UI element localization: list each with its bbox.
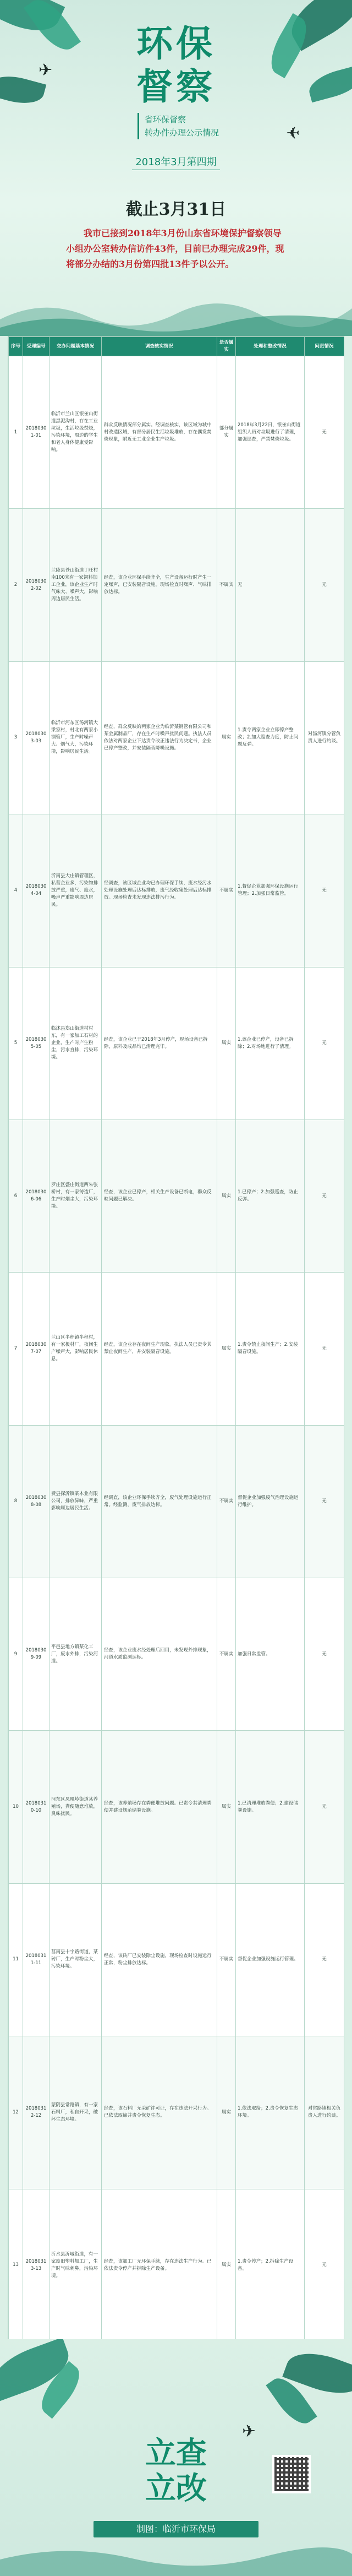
table-cell-finding: 群众反映情况部分属实。经调查核实，该区域为城中村改造区域，有部分居民生活垃圾堆放，存在偶发焚烧现象，附近无工业企业生产垃圾。 [102, 356, 217, 509]
table-cell-finding: 经查，该企业已于2018年3月停产，现场设备已拆除，原料及成品均已清理完毕。 [102, 967, 217, 1119]
table-cell-no: 9 [9, 1578, 23, 1731]
table-cell-accountability: 无 [305, 1425, 344, 1578]
table-cell-true: 不属实 [217, 814, 236, 967]
header [0, 0, 352, 336]
table-cell-issue: 临沂市河东区汤河镇大梁家村，村北有两家小钢管厂，生产时噪声大、烟气大，污染环境，影响居民生活。 [50, 661, 102, 814]
table-cell-action: 无 [236, 509, 305, 661]
table-row [9, 1425, 344, 1578]
table-row [9, 1273, 344, 1425]
table-cell-finding: 经查，该砖厂已安装除尘设施，现场检查时设施运行正常，粉尘排放达标。 [102, 1883, 217, 2036]
table-cell-finding: 经查，该企业已停产，相关生产设备已断电，群众反映问题已解决。 [102, 1119, 217, 1272]
table-cell-issue: 莒南县十字路街道，某砖厂，生产时粉尘大，污染环境。 [50, 1883, 102, 2036]
table-cell-finding: 经查，该企业废水经处理后回用，未发现外排现象，河道水质监测达标。 [102, 1578, 217, 1731]
table-cell-action: 1.已清理堆放粪便；2.建设储粪设施。 [236, 1731, 305, 1883]
table-cell-accountability: 无 [305, 814, 344, 967]
table-cell-action: 1.该企业已停产，设备已拆除；2.对场地进行了清理。 [236, 967, 305, 1119]
table-cell-finding: 经查，该养殖场存在粪便堆放问题。已责令其清理粪便并建设规范储粪设施。 [102, 1731, 217, 1883]
table-cell-issue: 沂南县大庄镇管理区，私营企业多，污染物排放严重，废气、废水，噪声严重影响周边居民。 [50, 814, 102, 967]
summary-text: 我市已接到2018年3月份山东省环境保护督察领导小组办公室转办信访件43件，目前已办理完成29件，现将部分办结的3月份第四批13件予以公开。 [66, 228, 284, 269]
table-cell-id: 20180305-05 [23, 967, 50, 1119]
table-cell-id: 20180308-08 [23, 1425, 50, 1578]
table-cell-true: 属实 [217, 967, 236, 1119]
swallow-icon: ✈ [286, 124, 300, 143]
table-cell-action: 1.督促企业加强环保设施运行管理；2.加强日常监管。 [236, 814, 305, 967]
table-cell-issue: 沂水县沂城街道，有一家废旧塑料加工厂，生产时气味刺鼻，污染环境。 [50, 2189, 102, 2341]
table-cell-true: 属实 [217, 2036, 236, 2189]
table-cell-issue: 蒙阴县常路镇，有一家石料厂，私自开采，破坏生态环境。 [50, 2036, 102, 2189]
table-cell-action: 督促企业加强设施运行管理。 [236, 1883, 305, 2036]
table-cell-no: 7 [9, 1273, 23, 1425]
table-cell-accountability: 无 [305, 967, 344, 1119]
table-cell-true: 不属实 [217, 1425, 236, 1578]
table-cell-issue: 罗庄区盛庄街道西朱张桥村，有一家铸造厂，生产时烟尘大，污染环境。 [50, 1119, 102, 1272]
table-cell-id: 20180303-03 [23, 661, 50, 814]
table-row [9, 2189, 344, 2341]
table-cell-id: 20180311-11 [23, 1883, 50, 2036]
table-cell-id: 20180301-01 [23, 356, 50, 509]
table-cell-action: 1.已停产；2.加强巡查，防止反弹。 [236, 1119, 305, 1272]
column-header: 处理和整改情况 [236, 337, 305, 356]
table-cell-id: 20180306-06 [23, 1119, 50, 1272]
table-cell-no: 11 [9, 1883, 23, 2036]
column-header: 受理编号 [23, 337, 50, 356]
table-cell-accountability: 对常路镇相关负责人进行约谈。 [305, 2036, 344, 2189]
swallow-icon: ✈ [38, 61, 53, 80]
table-cell-true: 属实 [217, 1273, 236, 1425]
table-cell-finding: 经查，该企业存在夜间生产现象。执法人员已责令其禁止夜间生产，并安装隔音设施。 [102, 1273, 217, 1425]
table-cell-finding: 经查，群众反映的两家企业为临沂某钢管有限公司和某金属制品厂，存在生产时噪声扰民问题。执法人员依法对两家企业下达责令改正违法行为决定书，企业已停产整改，并安装隔音降噪设施。 [102, 661, 217, 814]
table-cell-true: 属实 [217, 2189, 236, 2341]
table-cell-accountability: 对汤河镇分管负责人进行约谈。 [305, 661, 344, 814]
table-cell-id: 20180309-09 [23, 1578, 50, 1731]
table-cell-no: 8 [9, 1425, 23, 1578]
table-cell-finding: 经查，该加工厂无环保手续，存在违法生产行为。已依法责令停产并拆除生产设备。 [102, 2189, 217, 2341]
subtitle: 省环保督察 转办件办理公示情况 [138, 113, 220, 139]
table-cell-true: 不属实 [217, 1883, 236, 2036]
table-row [9, 661, 344, 814]
column-header: 问责情况 [305, 337, 344, 356]
hills-decoration [0, 2537, 352, 2576]
table-cell-action: 1.责令禁止夜间生产；2.安装隔音设施。 [236, 1273, 305, 1425]
table-cell-issue: 平邑县地方镇某化工厂，废水外排，污染河道。 [50, 1578, 102, 1731]
table-cell-issue: 兰陵县苍山街道丁旺村南100米有一家饲料加工企业，该企业生产时气味大、噪声大，影响周边居民生活。 [50, 509, 102, 661]
table-cell-action: 加强日常监管。 [236, 1578, 305, 1731]
table-cell-action: 督促企业加强废气治理设施运行维护。 [236, 1425, 305, 1578]
table-cell-issue: 兰山区半程镇半程村，有一家板材厂，夜间生产噪声大，影响居民休息。 [50, 1273, 102, 1425]
table-cell-finding: 经调查，该企业环保手续齐全，废气处理设施运行正常。经监测，废气排放达标。 [102, 1425, 217, 1578]
table-row [9, 2036, 344, 2189]
table-cell-true: 不属实 [217, 1578, 236, 1731]
table-cell-finding: 经查，该石料厂无采矿许可证，存在违法开采行为。已依法取缔并责令恢复生态。 [102, 2036, 217, 2189]
page-title: 环保 督察 [136, 22, 216, 108]
column-header: 是否属实 [217, 337, 236, 356]
table-cell-accountability: 无 [305, 1578, 344, 1731]
table-cell-no: 6 [9, 1119, 23, 1272]
table-cell-true: 部分属实 [217, 356, 236, 509]
table-cell-id: 20180307-07 [23, 1273, 50, 1425]
table-cell-action: 2018年3月22日，银雀山街道组织人员对垃圾进行了清理，加强巡查，严禁焚烧垃圾。 [236, 356, 305, 509]
table-cell-id: 20180312-12 [23, 2036, 50, 2189]
table-cell-accountability: 无 [305, 1883, 344, 2036]
hills-decoration [0, 286, 352, 336]
table-header [9, 337, 344, 356]
table-row [9, 967, 344, 1119]
table-cell-issue: 河东区凤凰岭街道某养殖场，粪便随意堆放，臭味扰民。 [50, 1731, 102, 1883]
table-cell-accountability: 无 [305, 509, 344, 661]
table-cell-finding: 经调查，该区域企业均已办理环保手续，废水经污水处理设施处理后达标排放，废气经收集处理后达标排放。现场检查未发现违法排污行为。 [102, 814, 217, 967]
table-cell-true: 属实 [217, 1731, 236, 1883]
table-cell-issue: 费县探沂镇某木业有限公司，排放异味，严重影响周边居民生活。 [50, 1425, 102, 1578]
table-cell-accountability: 无 [305, 1731, 344, 1883]
table-cell-accountability: 无 [305, 356, 344, 509]
table-cell-no: 13 [9, 2189, 23, 2341]
table-cell-no: 1 [9, 356, 23, 509]
column-header: 序号 [9, 337, 23, 356]
table-cell-accountability: 无 [305, 2189, 344, 2341]
table-row [9, 1731, 344, 1883]
table-cell-issue: 临沂市兰山区银雀山街道黑泥沟村，存在工业垃圾，生活垃圾焚烧，污染环境，周边的学生和老人身体健康受影响。 [50, 356, 102, 509]
table-cell-true: 属实 [217, 661, 236, 814]
column-header: 交办问题基本情况 [50, 337, 102, 356]
qr-code-icon [272, 2455, 311, 2493]
cases-table [8, 336, 344, 2343]
table-cell-accountability: 无 [305, 1273, 344, 1425]
table-cell-action: 1.责令两家企业立即停产整改；2.加大巡查力度，防止问题反弹。 [236, 661, 305, 814]
table-cell-no: 5 [9, 967, 23, 1119]
cases-table-grid [8, 336, 344, 2342]
table-cell-no: 10 [9, 1731, 23, 1883]
table-cell-id: 20180313-13 [23, 2189, 50, 2341]
table-row [9, 356, 344, 509]
table-cell-no: 3 [9, 661, 23, 814]
table-row [9, 1119, 344, 1272]
swallow-icon: ✈ [242, 2422, 256, 2441]
table-cell-issue: 临沭县郑山街道村村东，有一家加工石材的企业，生产时产生粉尘，污水直排，污染环境。 [50, 967, 102, 1119]
table-cell-true: 属实 [217, 1119, 236, 1272]
table-cell-accountability: 无 [305, 1119, 344, 1272]
table-row [9, 814, 344, 967]
table-cell-action: 1.责令停产；2.拆除生产设备。 [236, 2189, 305, 2341]
table-cell-no: 12 [9, 2036, 23, 2189]
table-cell-true: 不属实 [217, 509, 236, 661]
issue-label: 2018年3月第四期 [0, 154, 352, 170]
column-header: 调查核实情况 [102, 337, 217, 356]
table-cell-id: 20180310-10 [23, 1731, 50, 1883]
table-cell-no: 2 [9, 509, 23, 661]
footer [0, 2339, 352, 2576]
table-row [9, 1578, 344, 1731]
table-cell-finding: 经查，该企业环保手续齐全，生产设备运行时产生一定噪声，已安装隔音设施。现场检查时噪声、气味排放达标。 [102, 509, 217, 661]
table-cell-id: 20180302-02 [23, 509, 50, 661]
table-cell-action: 1.依法取缔；2.责令恢复生态环境。 [236, 2036, 305, 2189]
table-cell-no: 4 [9, 814, 23, 967]
maker-credit: 制图：临沂市环保局 [94, 2521, 258, 2537]
table-cell-id: 20180304-04 [23, 814, 50, 967]
table-row [9, 509, 344, 661]
deadline: 截止3月31日 [125, 200, 227, 219]
table-row [9, 1883, 344, 2036]
footer-title: 立查 立改 [145, 2435, 207, 2507]
